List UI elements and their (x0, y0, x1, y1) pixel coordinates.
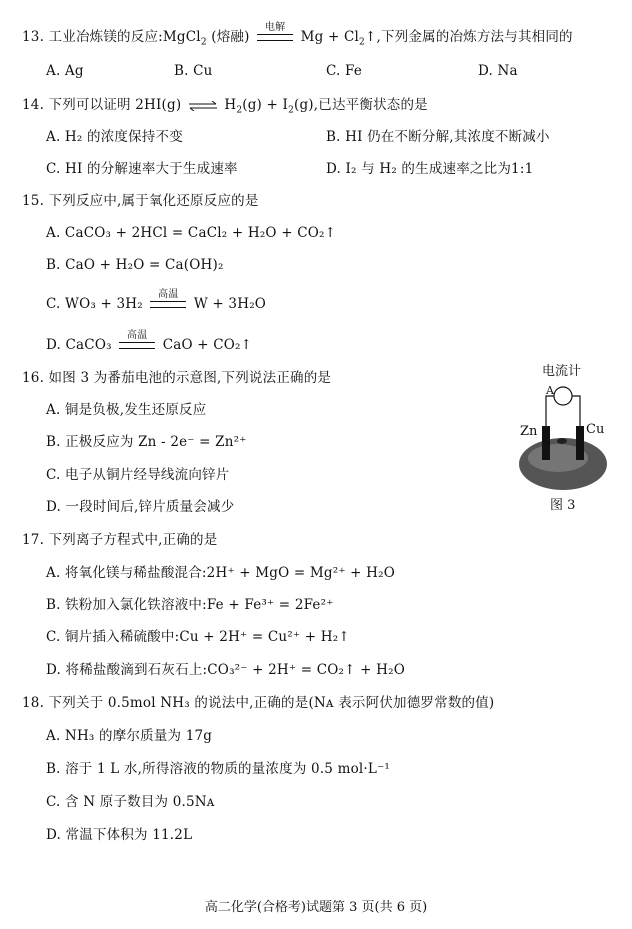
q18-option-c: C. 含 N 原子数目为 0.5Nᴀ (46, 794, 215, 810)
q16-option-a: A. 铜是负极,发生还原反应 (46, 402, 207, 418)
electrolysis-arrow (257, 22, 293, 41)
q16-option-b: B. 正极反应为 Zn - 2e⁻ = Zn²⁺ (46, 434, 247, 450)
figure-caption: 图 3 (550, 498, 576, 513)
cu-label: Cu (586, 422, 605, 437)
meter-symbol: A (546, 384, 554, 397)
q13-option-c: C. Fe (326, 63, 363, 79)
q14-stem-a: 14. 下列可以证明 2HI(g) (22, 97, 182, 113)
q13-option-b: B. Cu (174, 63, 213, 79)
q17-option-d: D. 将稀盐酸滴到石灰石上:CO₃²⁻ + 2H⁺ = CO₂↑ + H₂O (46, 662, 405, 678)
q13-stem (22, 22, 573, 52)
arrow-caption: 高温 (158, 289, 179, 300)
arrow-caption: 电解 (264, 22, 286, 33)
q14-stem: 14. 下列可以证明 2HI(g) $H_2(g) + I_2(g)$,已达平衡状态的是 (22, 97, 428, 116)
q13-sub: 2 (200, 37, 207, 48)
q14-option-b: B. HI 仍在不断分解,其浓度不断减小 (326, 129, 550, 145)
q14-stem-d: (g),已达平衡状态的是 (294, 97, 428, 113)
q13-option-a: A. Ag (46, 63, 84, 79)
q18-option-d: D. 常温下体积为 11.2L (46, 827, 193, 843)
q15-option-c-right: W + 3H₂O (193, 296, 267, 312)
q15-option-d-right: CaO + CO₂↑ (162, 337, 253, 353)
q15-option-d-left: D. CaCO₃ (46, 337, 112, 353)
q13-option-d: D. Na (478, 63, 518, 79)
q14-stem-b: H (224, 97, 237, 113)
q17-stem: 17. 下列离子方程式中,正确的是 (22, 532, 218, 548)
q15-option-d (46, 330, 253, 355)
tomato-battery-diagram (516, 378, 616, 508)
cu-electrode (576, 426, 584, 460)
q13-stem-b: (熔融) (211, 29, 250, 45)
q15-option-b: B. CaO + H₂O = Ca(OH)₂ (46, 257, 224, 273)
q17-option-c: C. 铜片插入稀硫酸中:Cu + 2H⁺ = Cu²⁺ + H₂↑ (46, 629, 350, 645)
q13-sub-2: 2 (359, 37, 365, 48)
high-temp-arrow (150, 289, 186, 308)
q14-option-c: C. HI 的分解速率大于生成速率 (46, 161, 238, 177)
equilibrium-arrow-icon (188, 101, 218, 111)
q16-option-c: C. 电子从铜片经导线流向锌片 (46, 467, 230, 483)
page-footer: 高二化学(合格考)试题第 3 页(共 6 页) (204, 900, 428, 915)
q15-option-c (46, 289, 267, 314)
zn-label: Zn (520, 424, 538, 439)
zn-electrode (542, 426, 550, 460)
q15-stem: 15. 下列反应中,属于氧化还原反应的是 (22, 193, 259, 209)
q16-stem: 16. 如图 3 为番茄电池的示意图,下列说法正确的是 (22, 370, 332, 386)
q18-stem: 18. 下列关于 0.5mol NH₃ 的说法中,正确的是(Nᴀ 表示阿伏加德罗常数的值) (22, 695, 495, 711)
q17-option-a: A. 将氧化镁与稀盐酸混合:2H⁺ + MgO = Mg²⁺ + H₂O (46, 565, 396, 581)
q15-option-c-left: C. WO₃ + 3H₂ (46, 296, 143, 312)
ammeter-icon (554, 387, 572, 405)
meter-label: 电流计 (542, 364, 582, 379)
q14-option-a: A. H₂ 的浓度保持不变 (46, 129, 183, 145)
q15-option-a: A. CaCO₃ + 2HCl = CaCl₂ + H₂O + CO₂↑ (46, 225, 337, 241)
high-temp-arrow (119, 330, 155, 349)
q14-stem-c: (g) + I (242, 97, 289, 113)
q13-stem-a: 13. 工业冶炼镁的反应:MgCl (22, 29, 201, 45)
q13-stem-d: ↑,下列金属的冶炼方法与其相同的 (364, 29, 573, 45)
q13-stem-c: Mg + Cl (300, 29, 360, 45)
q16-option-d: D. 一段时间后,锌片质量会减少 (46, 499, 235, 515)
q18-option-b: B. 溶于 1 L 水,所得溶液的物质的量浓度为 0.5 mol·L⁻¹ (46, 761, 391, 777)
q14-option-d: D. I₂ 与 H₂ 的生成速率之比为1:1 (326, 161, 534, 177)
arrow-caption: 高温 (127, 330, 148, 341)
q17-option-b: B. 铁粉加入氯化铁溶液中:Fe + Fe³⁺ = 2Fe²⁺ (46, 597, 334, 613)
tomato-battery-figure (516, 360, 616, 513)
q18-option-a: A. NH₃ 的摩尔质量为 17g (46, 728, 213, 744)
